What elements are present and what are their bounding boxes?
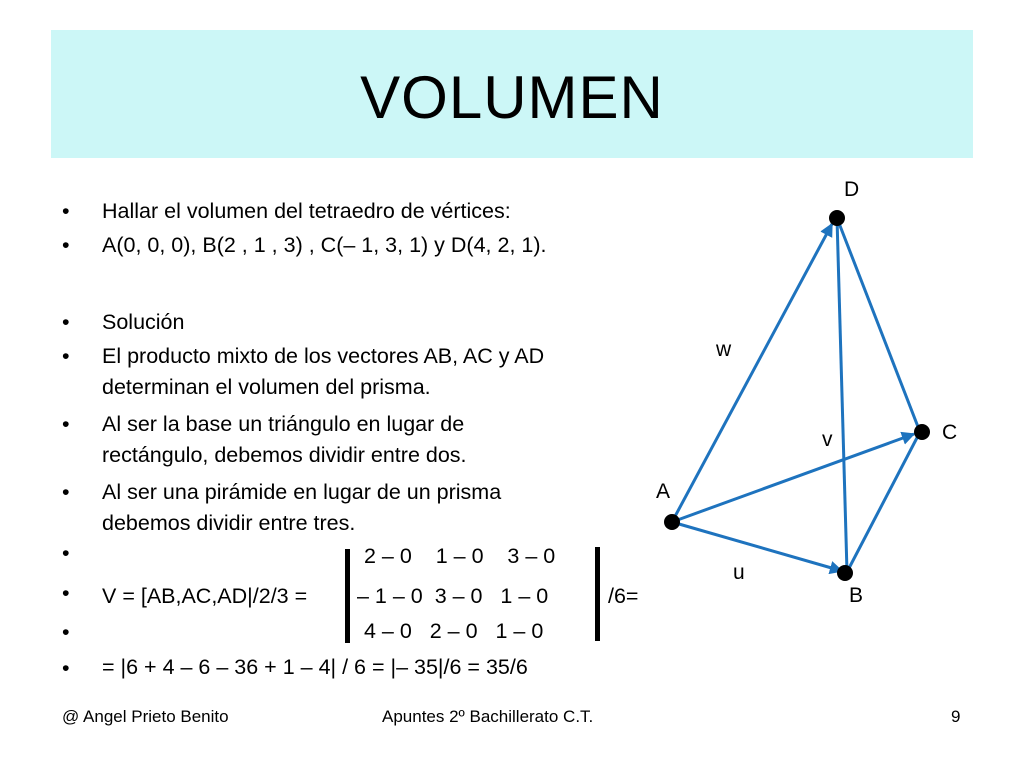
matrix-row: 4 – 0 2 – 0 1 – 0: [364, 619, 544, 643]
vector-v-label: v: [822, 428, 833, 451]
footer-course: Apuntes 2º Bachillerato C.T.: [382, 707, 594, 726]
volume-formula: V = [AB,AC,AD|/2/3 =: [102, 584, 308, 608]
vertex-d-label: D: [844, 178, 860, 201]
bullet-text: Al ser la base un triángulo en lugar de rectángulo, debemos dividir entre dos.: [102, 412, 467, 467]
vector-w-label: w: [716, 338, 732, 361]
edge-dc: [837, 218, 920, 432]
vertex-b-label: B: [849, 584, 864, 607]
bullet-dot: •: [62, 233, 70, 257]
edge-db: [837, 218, 847, 572]
bullet-text: Hallar el volumen del tetraedro de vértices:: [102, 199, 511, 223]
bullet-text: Solución: [102, 310, 185, 334]
vertex-a-point: [664, 514, 680, 530]
matrix-row: – 1 – 0 3 – 0 1 – 0: [357, 584, 549, 608]
formula-divisor: /6=: [608, 584, 639, 608]
vertex-d-point: [829, 210, 845, 226]
vector-u-line: [672, 522, 842, 571]
bullet-dot: •: [62, 310, 70, 334]
vertex-a-label: A: [656, 480, 671, 503]
bullet-text: El producto mixto de los vectores AB, AC y AD determinan el volumen del prisma.: [102, 344, 545, 399]
vertex-c-label: C: [942, 421, 958, 444]
slide-title: VOLUMEN: [360, 63, 664, 131]
vector-u-label: u: [733, 561, 745, 584]
bullet-dot: •: [62, 581, 70, 605]
bullet-text: Al ser una pirámide en lugar de un prisma debemos dividir entre tres.: [102, 480, 502, 535]
bullet-text: A(0, 0, 0), B(2 , 1 , 3) , C(– 1, 3, 1) y D(4, 2, 1).: [102, 233, 547, 257]
vertex-c-point: [914, 424, 930, 440]
bullet-dot: •: [62, 344, 70, 368]
vector-w-line: [672, 224, 832, 522]
vector-v-line: [672, 434, 914, 522]
bullet-dot: •: [62, 199, 70, 223]
footer-page-number: 9: [951, 707, 961, 726]
vertex-b-point: [837, 565, 853, 581]
matrix-row: 2 – 0 1 – 0 3 – 0: [364, 544, 556, 568]
bullet-dot: •: [62, 656, 70, 680]
bullet-dot: •: [62, 412, 70, 436]
bullet-dot: •: [62, 541, 70, 565]
footer-author: @ Angel Prieto Benito: [62, 707, 229, 726]
bullet-dot: •: [62, 620, 70, 644]
result-line: = |6 + 4 – 6 – 36 + 1 – 4| / 6 = |– 35|/6 = 35/6: [102, 655, 528, 679]
bullet-dot: •: [62, 480, 70, 504]
